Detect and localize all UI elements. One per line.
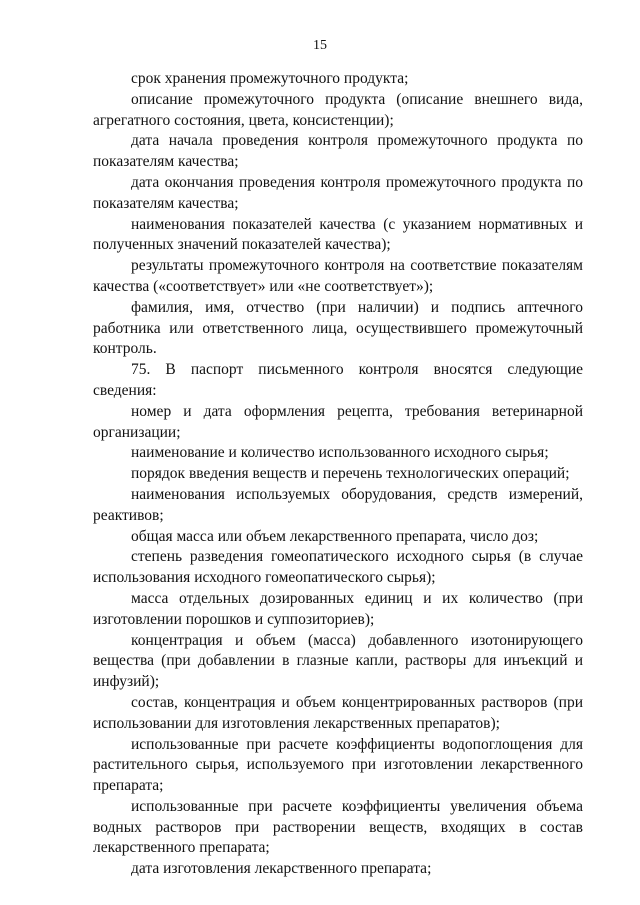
paragraph-prescription-number: номер и дата оформления рецепта, требования ветеринарной организации; xyxy=(93,402,583,441)
paragraph-volume-increase: использованные при расчете коэффициенты увеличения объема водных растворов при растворении веществ, входящих в состав лекарственного препарата; xyxy=(93,797,583,857)
paragraph-water-absorption: использованные при расчете коэффициенты водопоглощения для растительного сырья, используемого при изготовлении лекарственного препарата; xyxy=(93,735,583,795)
paragraph-total-mass: общая масса или объем лекарственного препарата, число доз; xyxy=(131,527,539,545)
paragraph-manufacture-date: дата изготовления лекарственного препарата; xyxy=(131,860,432,878)
paragraph-section-75-heading: 75. В паспорт письменного контроля вносятся следующие сведения: xyxy=(93,361,583,399)
paragraph-concentrated-solutions: состав, концентрация и объем концентрированных растворов (при использовании для изготовления лекарственных препаратов); xyxy=(93,693,583,732)
page-number: 15 xyxy=(313,38,327,53)
paragraph-control-start-date: дата начала проведения контроля промежуточного продукта по показателям качества; xyxy=(93,132,583,171)
paragraph-product-description: описание промежуточного продукта (описание внешнего вида, агрегатного состояния, цвета, консистенции); xyxy=(93,90,583,129)
paragraph-isotonizing-substance: концентрация и объем (масса) добавленного изотонирующего вещества (при добавлении в глазные капли, растворы для инъекций и инфузий); xyxy=(93,631,583,691)
paragraph-equipment: наименования используемых оборудования, средств измерений, реактивов; xyxy=(93,485,583,524)
paragraph-shelf-life: срок хранения промежуточного продукта; xyxy=(131,70,409,87)
paragraph-control-end-date: дата окончания проведения контроля промежуточного продукта по показателям качества; xyxy=(93,173,583,212)
paragraph-dosage-units: масса отдельных дозированных единиц и их количество (при изготовлении порошков и суппозиториев); xyxy=(93,589,583,628)
paragraph-technological-operations: порядок введения веществ и перечень технологических операций; xyxy=(131,465,570,483)
page-body xyxy=(93,69,583,880)
paragraph-raw-materials: наименование и количество использованного исходного сырья; xyxy=(131,444,549,462)
paragraph-homeopathic-dilution: степень разведения гомеопатического исходного сырья (в случае использования исходного гомеопатического сырья); xyxy=(93,548,583,587)
paragraph-control-results: результаты промежуточного контроля на соответствие показателям качества («соответствует» или «не соответствует»); xyxy=(93,257,583,295)
paragraph-responsible-person: фамилия, имя, отчество (при наличии) и подпись аптечного работника или ответственного лица, осуществившего промежуточный контроль. xyxy=(93,298,583,358)
paragraph-quality-indicators: наименования показателей качества (с указанием нормативных и полученных значений показателей качества); xyxy=(93,215,583,254)
